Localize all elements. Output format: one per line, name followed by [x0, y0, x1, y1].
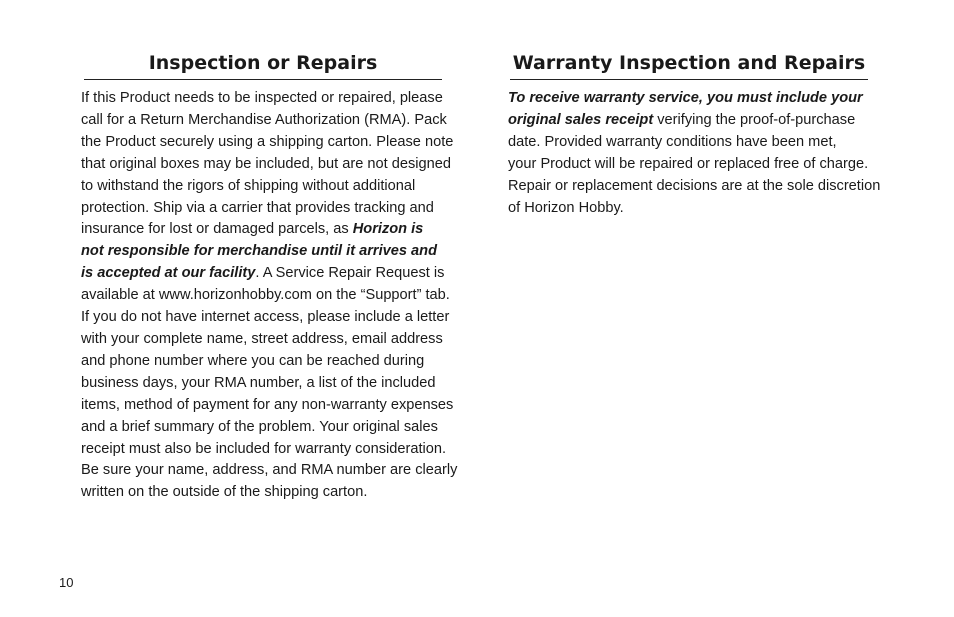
body-line: with your complete name, street address, email address [81, 330, 443, 347]
body-line: If this Product needs to be inspected or repaired, please [81, 90, 443, 106]
inspection-repairs-body [81, 88, 473, 504]
body-line [508, 110, 900, 132]
left-column [81, 50, 473, 504]
body-line: business days, your RMA number, a list of the included [81, 374, 436, 391]
body-line: receipt must also be included for warranty consideration. [81, 440, 447, 457]
body-line: that original boxes may be included, but are not designed [81, 155, 451, 172]
emphasis-text: is accepted at our facility [81, 265, 256, 282]
body-line: your Product will be repaired or replaced free of charge. [508, 155, 869, 172]
body-line: Be sure your name, address, and RMA number are clearly [81, 462, 458, 479]
body-line: and a brief summary of the problem. Your original sales [81, 418, 438, 435]
body-line: and phone number where you can be reached during [81, 352, 425, 369]
body-line: date. Provided warranty conditions have been met, [508, 133, 837, 150]
right-column [508, 50, 900, 219]
body-line: protection. Ship via a carrier that provides tracking and [81, 199, 434, 216]
body-line: the Product securely using a shipping carton. Please note [81, 133, 454, 150]
body-line: available at www.horizonhobby.com on the “Support” tab. [81, 287, 450, 304]
warranty-inspection-heading: Warranty Inspection and Repairs [510, 50, 868, 80]
page-number: 10 [59, 575, 74, 590]
body-line: of Horizon Hobby. [508, 199, 624, 216]
emphasis-text: Horizon is [352, 221, 424, 238]
body-line: call for a Return Merchandise Authorization (RMA). Pack [81, 111, 447, 128]
body-line: written on the outside of the shipping carton. [81, 484, 368, 501]
body-segment: verifying the proof-of-purchase [653, 111, 856, 128]
body-segment: insurance for lost or damaged parcels, as [81, 221, 353, 238]
body-line: to withstand the rigors of shipping without additional [81, 177, 416, 194]
emphasis-line: To receive warranty service, you must include your [508, 90, 863, 106]
body-line: items, method of payment for any non-warranty expenses [81, 396, 454, 413]
body-segment: . A Service Repair Request is [255, 265, 445, 282]
body-line [81, 263, 473, 285]
body-line: If you do not have internet access, please include a letter [81, 309, 450, 326]
inspection-repairs-heading: Inspection or Repairs [84, 50, 442, 80]
warranty-inspection-body [508, 88, 900, 219]
emphasis-line: not responsible for merchandise until it arrives and [81, 243, 438, 260]
body-line [81, 219, 473, 241]
emphasis-text: original sales receipt [508, 111, 654, 128]
body-line: Repair or replacement decisions are at the sole discretion [508, 177, 881, 194]
